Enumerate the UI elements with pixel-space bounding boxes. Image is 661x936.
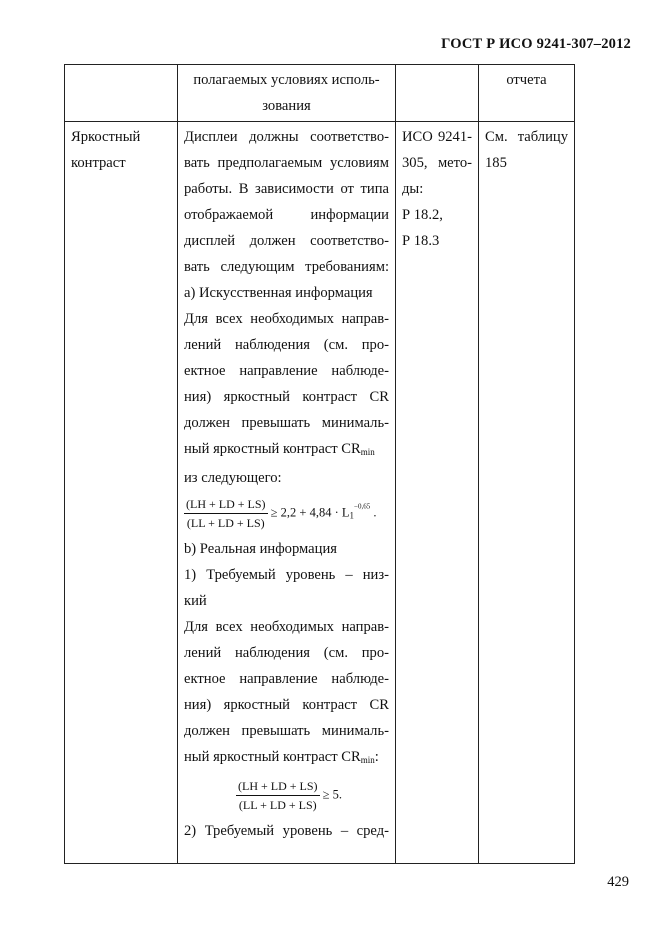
subscript: min: [360, 755, 375, 765]
cell-method: [396, 122, 479, 864]
text-line: лений наблюдения (см. про-: [184, 645, 389, 661]
formula-rhs: ≥ 2,2 + 4,84 · L: [270, 505, 350, 520]
text-line: полагаемых условиях исполь-: [193, 72, 380, 88]
text-line: зования: [262, 98, 311, 114]
denominator: (LL + LD + LS): [186, 516, 265, 530]
numerator: (LН + LD + LS): [184, 495, 268, 514]
numerator: (LН + LD + LS): [236, 777, 320, 796]
text-line: ния) яркостный контраст CR: [184, 389, 389, 405]
text-fragment: :: [374, 749, 379, 765]
text-line: отображаемой информации: [184, 207, 389, 223]
fraction: [236, 777, 320, 814]
text-fragment: ный яркостный контраст CR: [184, 749, 361, 765]
text-line: Яркостный: [71, 129, 141, 145]
formula-rhs: ≥ 5: [322, 787, 339, 802]
cell-report: [479, 122, 575, 864]
text-line: ния) яркостный контраст CR: [184, 697, 389, 713]
text-line: вать предполагаемым условиям: [184, 155, 389, 171]
text-line: должен превышать минималь-: [184, 723, 389, 739]
text-line: Дисплеи должны соответство-: [184, 129, 389, 145]
text-line: ектное направление наблюде-: [184, 671, 389, 687]
formula-end: .: [338, 787, 343, 802]
cell-continued-text: [178, 65, 396, 122]
text-line: должен превышать минималь-: [184, 415, 389, 431]
document-header: ГОСТ Р ИСО 9241-307–2012: [441, 36, 631, 52]
text-line: 305, мето-: [402, 155, 472, 171]
subscript: min: [360, 447, 375, 457]
exponent: −0,65: [354, 502, 371, 511]
text-fragment: ный яркостный контраст CR: [184, 441, 361, 457]
formula-2: [184, 777, 389, 814]
text-line: 1) Требуемый уровень – низ-: [184, 567, 389, 583]
cell-empty: [396, 65, 479, 122]
formula-1: [184, 495, 389, 532]
formula-end: .: [373, 505, 377, 520]
text-line: дисплей должен соответство-: [184, 233, 389, 249]
text-line: 2) Требуемый уровень – сред-: [184, 823, 389, 839]
text-line: а) Искусственная информация: [184, 285, 373, 301]
text-line: ды:: [402, 181, 424, 197]
page-number: 429: [607, 874, 629, 890]
requirements-table: [64, 64, 575, 864]
text-line: ектное направление наблюде-: [184, 363, 389, 379]
text-line: контраст: [71, 155, 126, 171]
cell-property: [65, 122, 178, 864]
table-row-luminance-contrast: [65, 122, 575, 864]
text-line: работы. В зависимости от типа: [184, 181, 389, 197]
text-line: Р 18.2,: [402, 207, 443, 223]
text-line: Р 18.3: [402, 233, 440, 249]
text-line: ИСО 9241-: [402, 129, 472, 145]
text-line: кий: [184, 593, 207, 609]
table-row-continued: [65, 65, 575, 122]
text-line: из следующего:: [184, 470, 282, 486]
text-line: См. таблицу: [485, 129, 568, 145]
text-line-crmin: [184, 436, 389, 465]
cell-empty: [65, 65, 178, 122]
subscript: 1: [349, 510, 354, 521]
cell-requirements: [178, 122, 396, 864]
text-line: вать следующим требованиям:: [184, 259, 389, 275]
text-line: Для всех необходимых направ-: [184, 311, 389, 327]
text-line: b) Реальная информация: [184, 541, 337, 557]
text-line-crmin: [184, 744, 389, 773]
fraction: [184, 495, 268, 532]
cell-report: [479, 65, 575, 122]
text-line: лений наблюдения (см. про-: [184, 337, 389, 353]
denominator: (LL + LD + LS): [238, 798, 317, 812]
text-line: 185: [485, 155, 507, 171]
text-line: отчета: [506, 72, 547, 88]
text-line: Для всех необходимых направ-: [184, 619, 389, 635]
